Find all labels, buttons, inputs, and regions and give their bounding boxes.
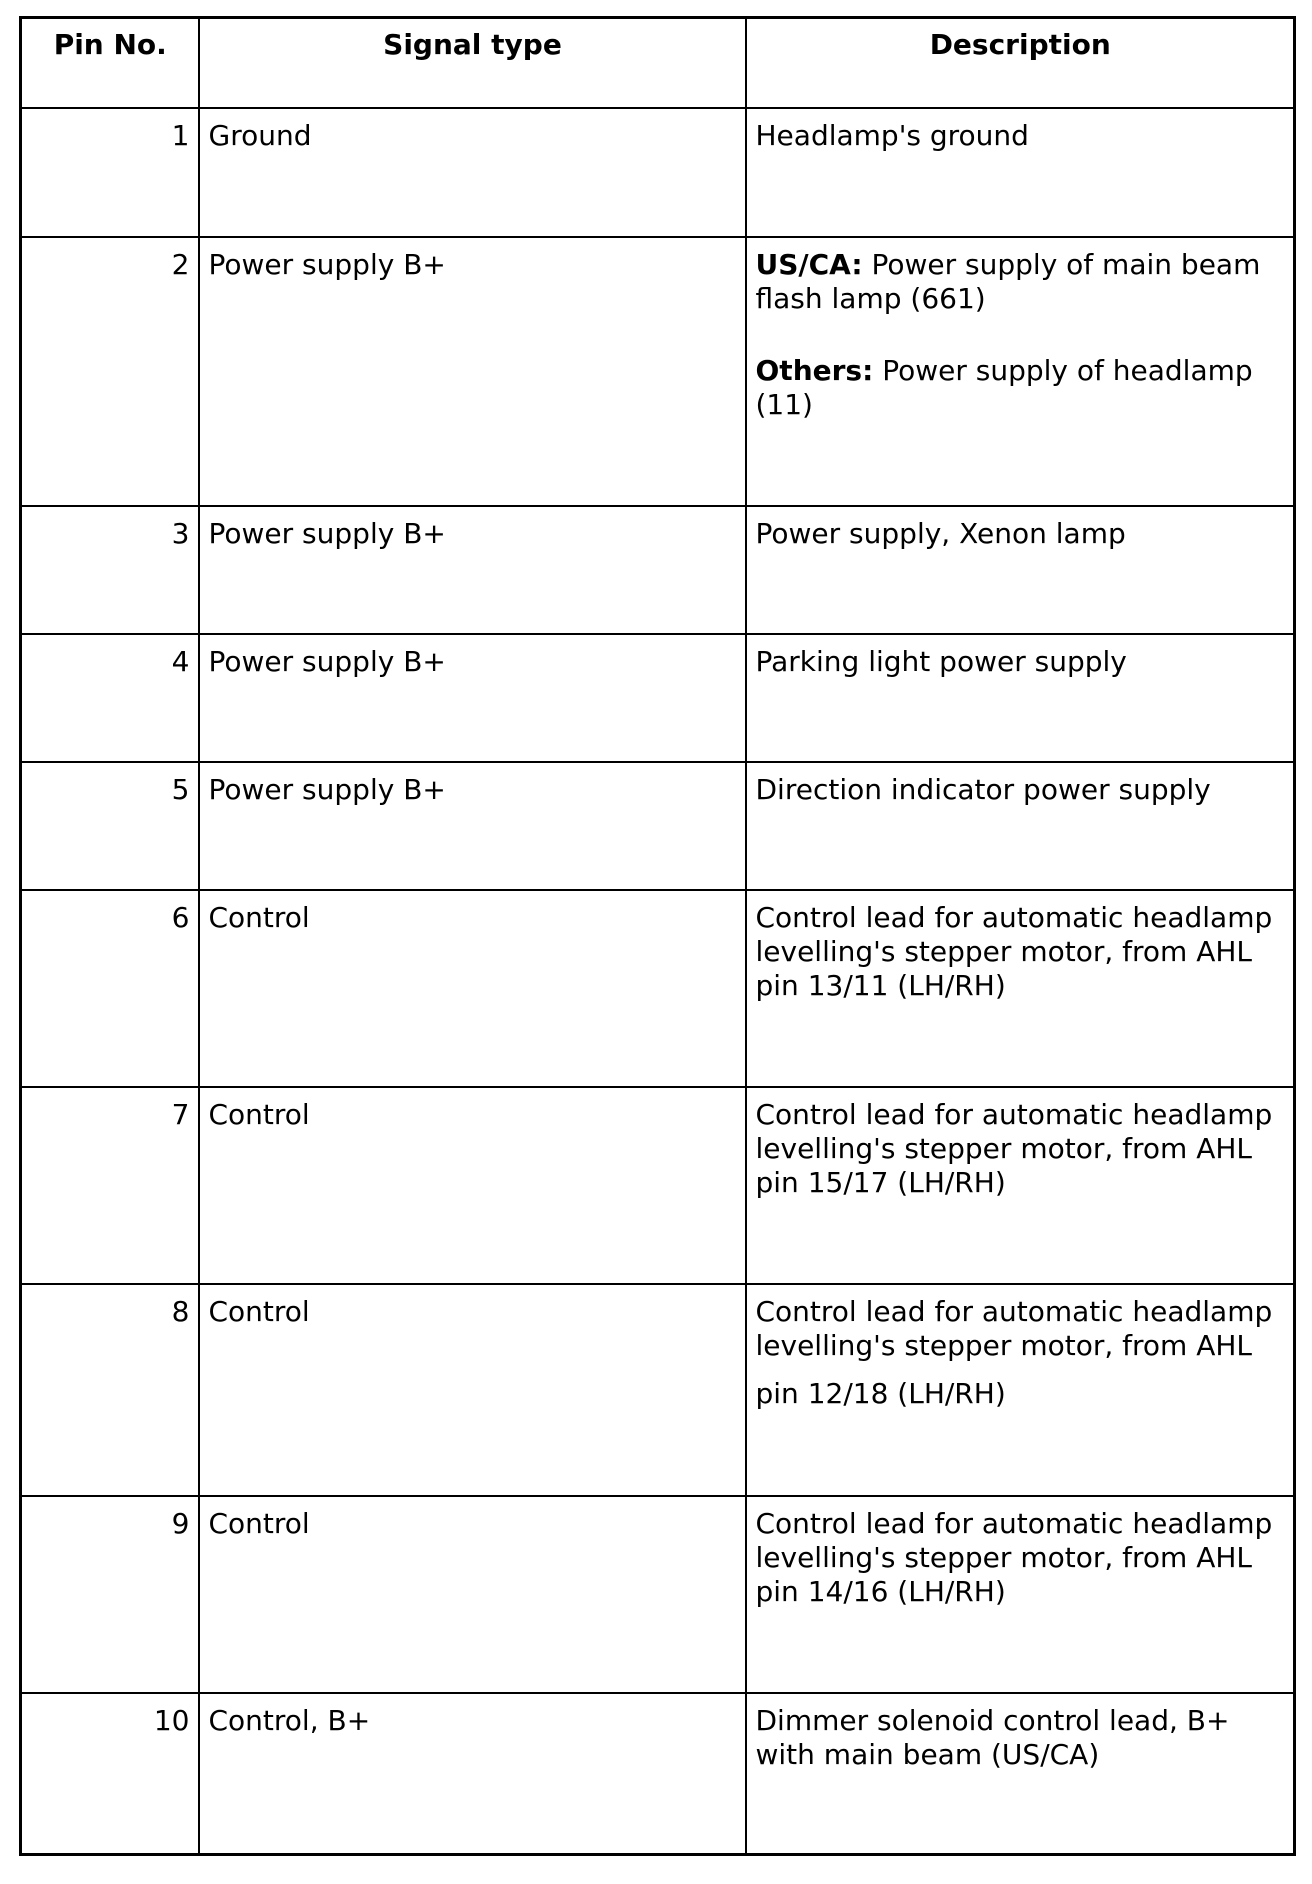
table-row (21, 1496, 1295, 1693)
description: Parking light power supply (746, 634, 1295, 762)
signal-type: Control (199, 1284, 746, 1496)
signal-type: Power supply B+ (199, 506, 746, 634)
description: Power supply, Xenon lamp (746, 506, 1295, 634)
description: Control lead for automatic headlamp levelling's stepper motor, from AHL pin 14/16 (LH/RH) (746, 1496, 1295, 1693)
table-row (21, 506, 1295, 634)
description: Dimmer solenoid control lead, B+ with main beam (US/CA) (746, 1693, 1295, 1855)
table-row (21, 1087, 1295, 1284)
signal-type: Power supply B+ (199, 237, 746, 506)
description-text: Power supply of headlamp (11) (755, 353, 1253, 421)
description: Control lead for automatic headlamp levelling's stepper motor, from AHL pin 13/11 (LH/RH) (746, 890, 1295, 1087)
header-pin-no: Pin No. (21, 18, 199, 108)
description (746, 237, 1295, 506)
region-label: Others: (755, 353, 874, 387)
region-label: US/CA: (755, 247, 863, 281)
pin-number: 7 (21, 1087, 199, 1284)
pin-number: 5 (21, 762, 199, 890)
pin-number: 1 (21, 108, 199, 237)
signal-type: Control, B+ (199, 1693, 746, 1855)
description: Headlamp's ground (746, 108, 1295, 237)
description-text: pin 12/18 (LH/RH) (755, 1376, 1006, 1410)
signal-type: Power supply B+ (199, 762, 746, 890)
pin-number: 4 (21, 634, 199, 762)
description (746, 1284, 1295, 1496)
table-row (21, 108, 1295, 237)
pin-number: 6 (21, 890, 199, 1087)
signal-type: Control (199, 1496, 746, 1693)
table-row (21, 890, 1295, 1087)
pin-number: 8 (21, 1284, 199, 1496)
description: Direction indicator power supply (746, 762, 1295, 890)
pin-assignment-table (19, 16, 1296, 1856)
header-description: Description (746, 18, 1295, 108)
pin-number: 2 (21, 237, 199, 506)
signal-type: Control (199, 890, 746, 1087)
description-us-ca (756, 248, 1286, 316)
table-row (21, 237, 1295, 506)
signal-type: Control (199, 1087, 746, 1284)
description-text: Power supply of main beam flash lamp (661) (755, 247, 1261, 315)
table-row (21, 1693, 1295, 1855)
signal-type: Ground (199, 108, 746, 237)
table-row (21, 1284, 1295, 1496)
pin-number: 3 (21, 506, 199, 634)
table-row (21, 762, 1295, 890)
pin-number: 10 (21, 1693, 199, 1855)
header-row (21, 18, 1295, 108)
header-signal-type: Signal type (199, 18, 746, 108)
signal-type: Power supply B+ (199, 634, 746, 762)
description: Control lead for automatic headlamp levelling's stepper motor, from AHL pin 15/17 (LH/RH) (746, 1087, 1295, 1284)
description-text: Control lead for automatic headlamp levelling's stepper motor, from AHL (755, 1294, 1273, 1362)
pin-number: 9 (21, 1496, 199, 1693)
table-row (21, 634, 1295, 762)
description-others (756, 354, 1286, 422)
